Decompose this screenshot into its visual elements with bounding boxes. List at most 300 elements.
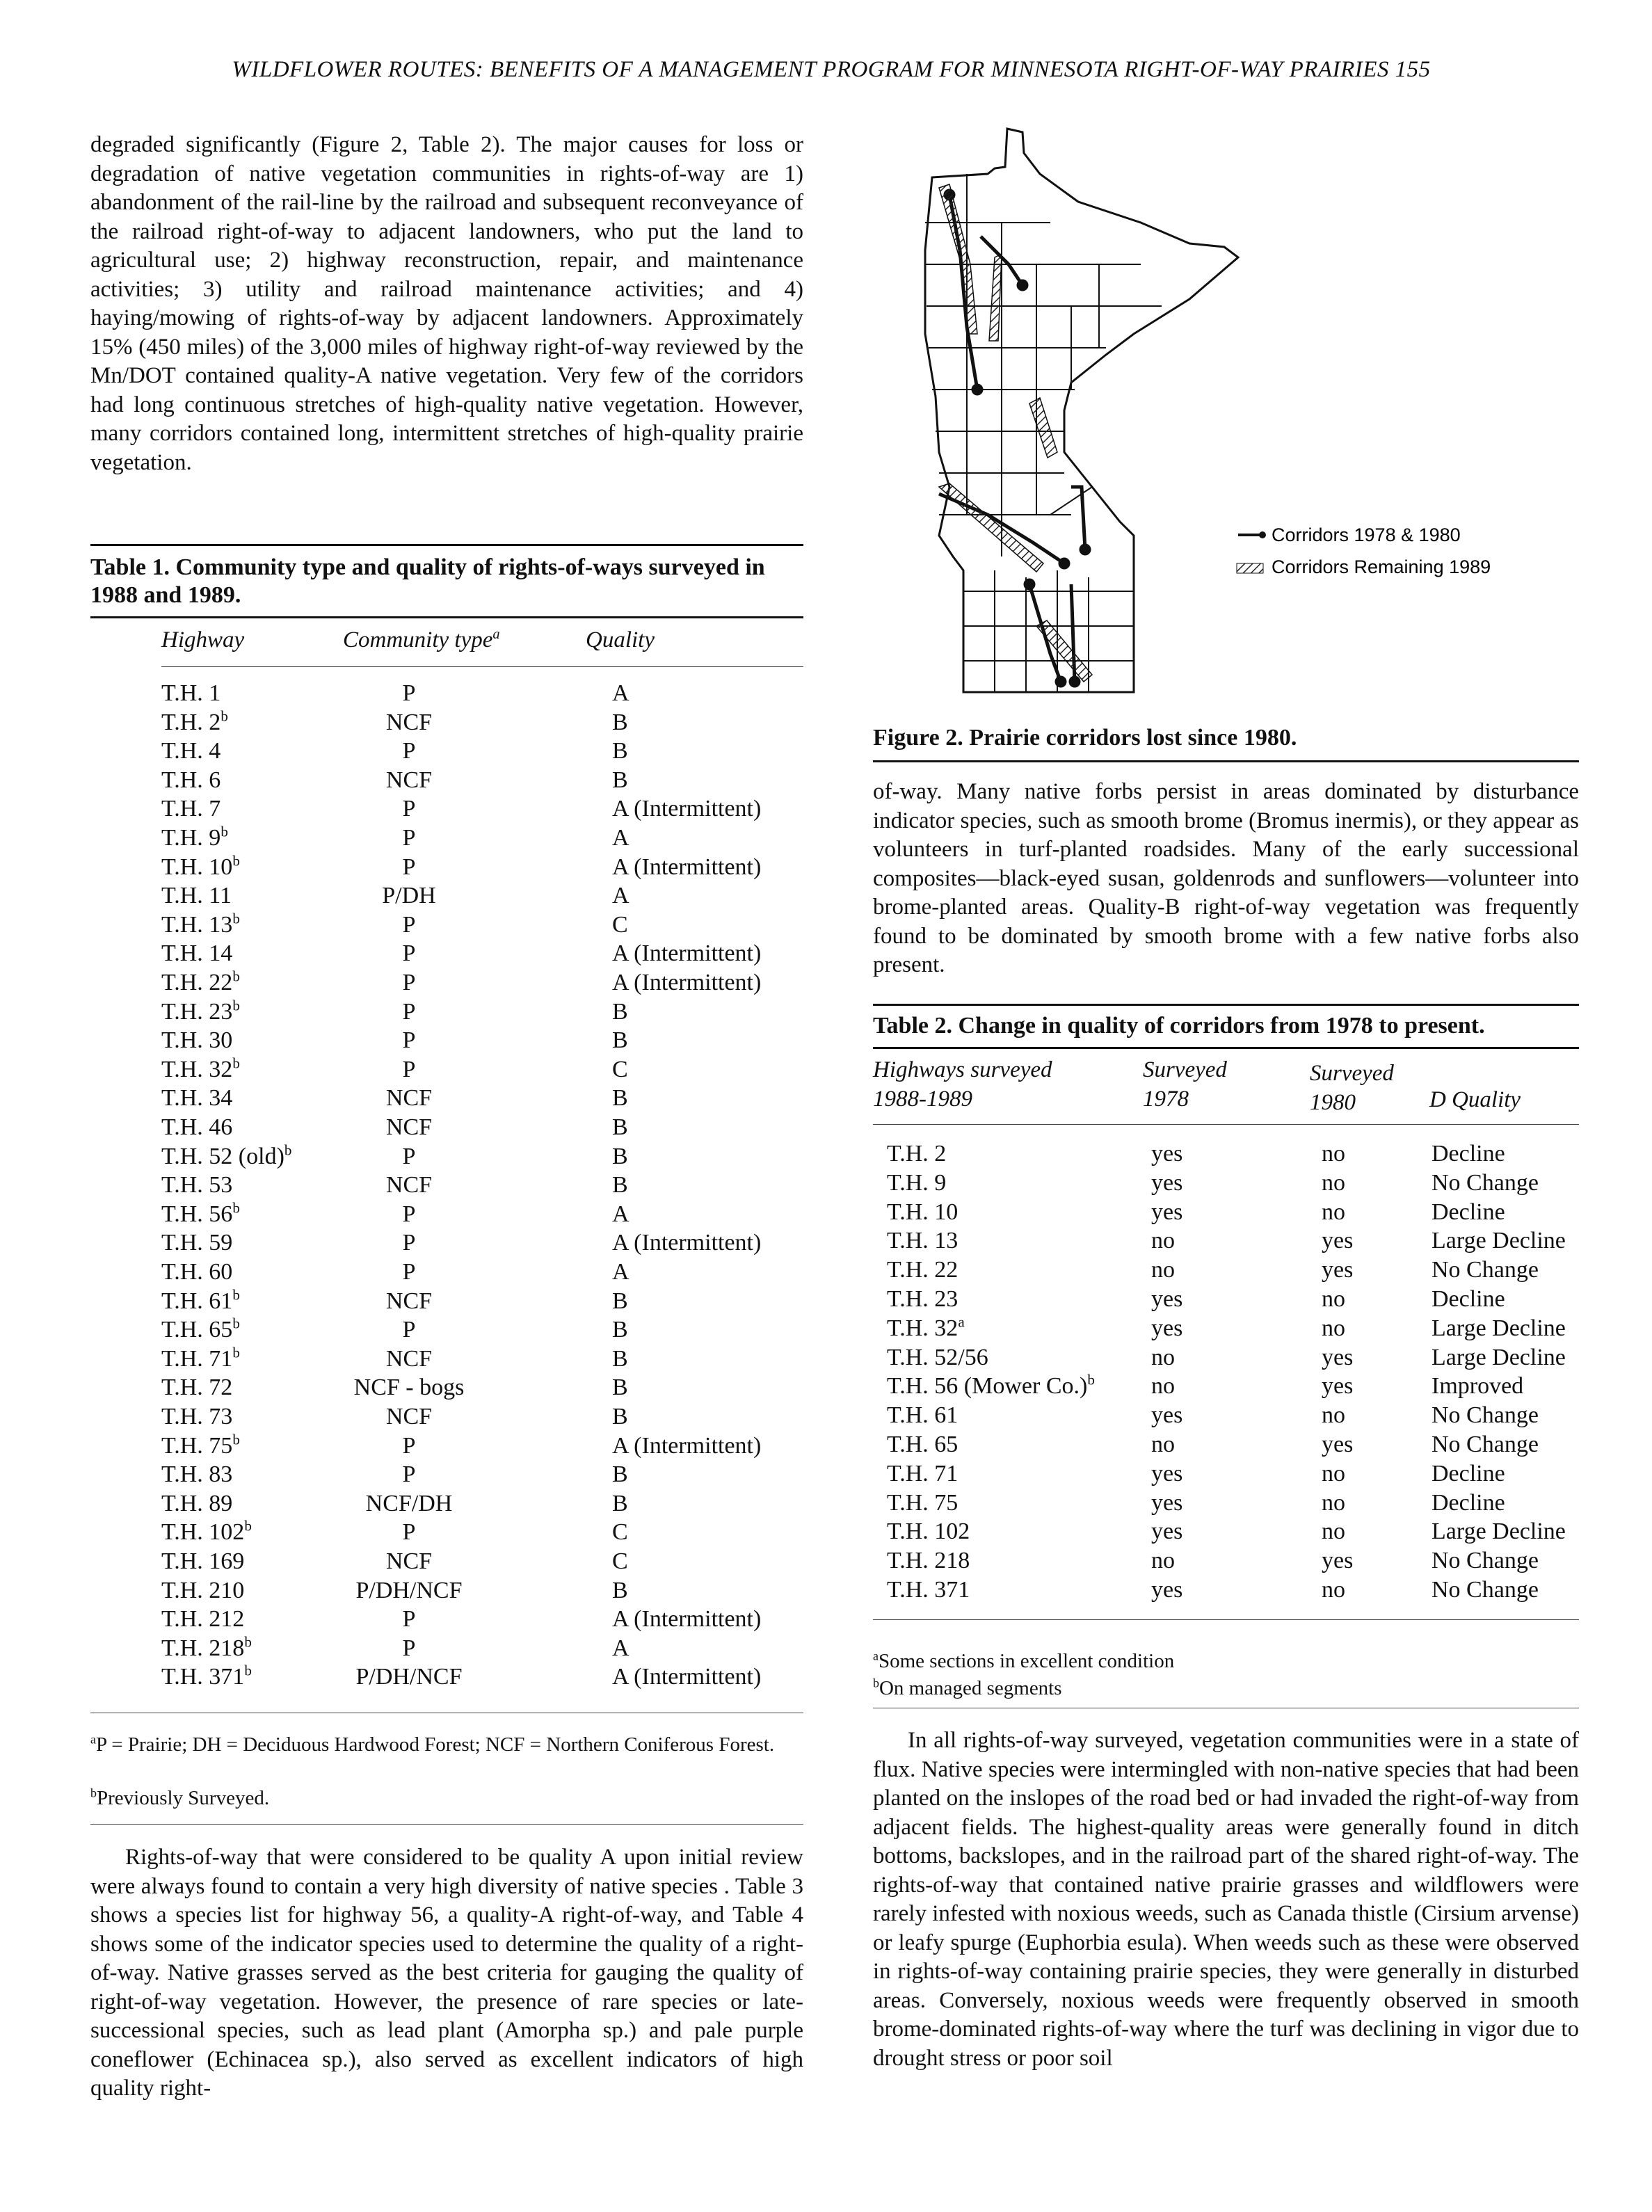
table1-cell-highway-text: T.H. 59 [161, 1230, 233, 1256]
table1-cell-highway [161, 1027, 232, 1054]
table1-cell-highway-text: T.H. 52 (old) [161, 1143, 284, 1169]
table2-cell-1980-text: yes [1322, 1373, 1354, 1400]
table1-cell-community-text: P [402, 1432, 416, 1459]
table1-cell-highway [161, 1404, 232, 1430]
table1-cell-quality-text: A [612, 1201, 629, 1227]
table2-cell-1978-text: yes [1151, 1460, 1183, 1486]
table1-cell-community-text: NCF [385, 767, 433, 793]
table2-cell-highway [887, 1461, 958, 1487]
table2-footnote-b-mark: b [873, 1676, 879, 1690]
table2-footnote-b-text: On managed segments [879, 1677, 1062, 1699]
table1-cell-highway-footnote-mark: b [244, 1633, 252, 1651]
table1-cell-quality [612, 1114, 628, 1141]
table2-cell-highway-text: T.H. 52/56 [887, 1344, 988, 1370]
table1-cell-community [319, 767, 499, 794]
table1-cell-quality-text: A (Intermittent) [612, 1664, 762, 1690]
table1-cell-community [319, 1230, 499, 1256]
table2-cell-change [1432, 1199, 1505, 1226]
table1-cell-highway-footnote-mark: b [232, 1199, 240, 1217]
table2-cell-change-text: No Change [1432, 1257, 1539, 1283]
table1-cell-community-text: NCF [385, 1404, 433, 1429]
table1-cell-highway-text: T.H. 72 [161, 1375, 233, 1401]
table2-cell-1978 [1151, 1228, 1175, 1254]
table1-cell-community [319, 1635, 499, 1662]
table2-cell-change [1432, 1548, 1539, 1574]
table2-cell-highway [887, 1315, 965, 1342]
table1-cell-quality [612, 1057, 628, 1083]
table1-cell-quality [612, 1606, 761, 1633]
table2-cell-highway [887, 1228, 958, 1254]
table1-cell-highway [161, 1085, 232, 1112]
table1-cell-highway-text: T.H. 53 [161, 1172, 233, 1199]
table2-header-highways-line2: 1988-1989 [873, 1087, 972, 1112]
table1-cell-highway-text: T.H. 1 [161, 680, 221, 706]
table2-cell-change [1432, 1345, 1566, 1371]
table2-cell-1978 [1151, 1373, 1175, 1400]
table2-cell-1978 [1151, 1432, 1175, 1458]
table1-cell-quality [612, 912, 628, 938]
table2-cell-change-text: No Change [1432, 1577, 1539, 1603]
table1-footnote-rule [90, 1824, 803, 1825]
table1-cell-community-text: P [402, 680, 416, 706]
table1-cell-community [319, 1288, 499, 1315]
table1-cell-highway-text: T.H. 169 [161, 1548, 245, 1574]
table2-cell-1980-text: yes [1322, 1344, 1354, 1370]
table1-cell-highway-footnote-mark: b [220, 823, 228, 840]
figure2-caption-rule [873, 760, 1579, 762]
table2-cell-1980 [1322, 1228, 1353, 1254]
table1-cell-highway-text: T.H. 22 [161, 970, 233, 995]
table2-cell-change-text: Decline [1432, 1286, 1505, 1312]
table1-cell-highway [161, 796, 220, 822]
table1-cell-quality-text: B [612, 1027, 628, 1054]
table2-bottom-rule [873, 1619, 1579, 1620]
table1-cell-highway-footnote-mark: b [220, 707, 228, 725]
table1-cell-highway-text: T.H. 10 [161, 853, 233, 880]
table1-cell-highway-footnote-mark: b [232, 1286, 240, 1304]
table1-cell-highway [161, 1606, 244, 1633]
table2-cell-change-text: No Change [1432, 1402, 1539, 1429]
table2-cell-1978 [1151, 1315, 1182, 1342]
table2-footnote-a-mark: a [873, 1649, 879, 1663]
table2-cell-highway [887, 1199, 958, 1226]
table1-cell-highway [161, 1288, 240, 1315]
table2-cell-1980 [1322, 1518, 1345, 1545]
table2-cell-change [1432, 1141, 1505, 1167]
table2-cell-change [1432, 1373, 1523, 1400]
table1-cell-community-text: P [402, 1606, 416, 1633]
table2-cell-highway [887, 1141, 946, 1167]
table2-cell-change [1432, 1315, 1566, 1342]
table1-cell-community-text: P [402, 1056, 416, 1082]
table1-footnote-a [90, 1732, 803, 1757]
table1-cell-highway-text: T.H. 212 [161, 1606, 245, 1633]
table2-cell-highway-text: T.H. 2 [887, 1141, 947, 1167]
table2-cell-1978-text: yes [1151, 1489, 1183, 1516]
table1-cell-community-text: NCF [385, 1085, 433, 1112]
table1-cell-highway-footnote-mark: b [232, 910, 240, 927]
table2-cell-change [1432, 1286, 1505, 1313]
table1-top-rule [90, 544, 803, 546]
table1-cell-quality-text: A (Intermittent) [612, 1230, 762, 1256]
table1-cell-highway [161, 680, 220, 707]
table1-cell-highway-text: T.H. 14 [161, 940, 233, 967]
table1-caption-rule [90, 616, 803, 618]
table2-cell-highway-text: T.H. 61 [887, 1402, 959, 1429]
closing-paragraph: Rights-of-way that were considered to be quality A upon initial review were always found to contain a very high diversity of native species . Table 3 shows a species list for highway 56, a quality-A right-of-way, and Table 4 shows some of the indicator species used to determine the quality of a right-of-way. Native grasses served as the best criteria for gauging the quality of right-of-way vegetation. However, the presence of rare species or late-successional species, such as lead plant (Amorpha sp.) and pale purple coneflower (Echinacea sp.), also served as excellent indicators of high quality right- [90, 1845, 803, 2101]
table2-cell-change-text: No Change [1432, 1548, 1539, 1574]
table2-cell-1980 [1322, 1373, 1353, 1400]
table2-cell-change-text: Improved [1432, 1373, 1524, 1400]
table1-cell-quality [612, 970, 761, 996]
table1-cell-highway [161, 1201, 240, 1228]
table2-cell-1980-text: yes [1322, 1548, 1354, 1574]
table1-cell-quality [612, 999, 628, 1025]
table2-cell-1980-text: no [1322, 1315, 1345, 1341]
table2-cell-1980 [1322, 1461, 1345, 1487]
table1-cell-quality [612, 1259, 629, 1285]
table2-cell-highway-text: T.H. 65 [887, 1432, 959, 1457]
remaining-corridors [939, 184, 1092, 682]
table1-cell-quality-text: B [612, 1317, 628, 1343]
table1-header-highway: Highway [161, 627, 245, 652]
table1-cell-quality [612, 1230, 761, 1256]
table2-cell-1980 [1322, 1402, 1345, 1429]
table2-cell-highway-text: T.H. 56 (Mower Co.) [887, 1373, 1088, 1400]
table1-cell-quality-text: B [612, 1345, 628, 1372]
table2-cell-highway [887, 1257, 958, 1283]
table1-cell-highway-text: T.H. 102 [161, 1519, 245, 1546]
table2-cell-change-text: Decline [1432, 1199, 1505, 1225]
table2-cell-1980 [1322, 1345, 1353, 1371]
table1-cell-highway-text: T.H. 9 [161, 825, 221, 851]
table1-cell-highway-text: T.H. 6 [161, 767, 221, 793]
table1-cell-community [319, 1172, 499, 1199]
table1-cell-quality [612, 1635, 629, 1662]
table1-cell-quality-text: A (Intermittent) [612, 940, 762, 967]
table1-cell-highway-footnote-mark: b [232, 1055, 240, 1072]
table1-cell-community-text: P [402, 1201, 416, 1227]
table2-cell-1980-text: no [1322, 1460, 1345, 1486]
table1-cell-highway-footnote-mark: b [232, 968, 240, 985]
table1-cell-community [319, 1201, 499, 1228]
table1-cell-quality [612, 1433, 761, 1459]
table1-cell-highway [161, 825, 228, 851]
table1-cell-highway [161, 1057, 240, 1083]
table1-cell-community-text: P [402, 1461, 416, 1488]
table1-cell-highway [161, 940, 232, 967]
table2-cell-highway-text: T.H. 13 [887, 1228, 959, 1254]
table1-cell-community [319, 1375, 499, 1401]
table1-cell-quality [612, 1404, 628, 1430]
table1-cell-highway-text: T.H. 32 [161, 1056, 233, 1082]
table1-cell-community [319, 999, 499, 1025]
table1-cell-highway [161, 1172, 232, 1199]
table1-cell-highway-text: T.H. 210 [161, 1577, 245, 1603]
table1-cell-quality-text: B [612, 1114, 628, 1140]
table1-cell-highway-text: T.H. 13 [161, 911, 233, 938]
table1-cell-community [319, 1578, 499, 1604]
table2-cell-1980 [1322, 1257, 1353, 1283]
table1-cell-community [319, 680, 499, 707]
table2-cell-highway-text: T.H. 102 [887, 1518, 970, 1545]
table1-cell-community-text: P [402, 1259, 416, 1285]
table2-cell-highway-footnote-mark: b [1087, 1372, 1095, 1389]
table1-cell-highway [161, 1635, 252, 1662]
table1-cell-quality [612, 1346, 628, 1372]
table2-cell-1980-text: yes [1322, 1257, 1354, 1283]
table2-cell-1980 [1322, 1199, 1345, 1226]
table1-cell-quality-text: B [612, 1461, 628, 1488]
legend-label-lost: Corridors 1978 & 1980 [1272, 524, 1461, 545]
table2-cell-change-text: Decline [1432, 1489, 1505, 1516]
table1-cell-quality [612, 1375, 628, 1401]
table1-cell-quality-text: A (Intermittent) [612, 796, 762, 822]
table1-cell-community [319, 1491, 499, 1517]
table1-cell-highway [161, 1664, 252, 1690]
table2-cell-change-text: No Change [1432, 1169, 1539, 1196]
table2-cell-change [1432, 1170, 1539, 1196]
table2-cell-1980-text: yes [1322, 1432, 1354, 1457]
table2-cell-highway [887, 1286, 958, 1313]
table1-cell-quality-text: A [612, 883, 629, 909]
table1-cell-quality-text: B [612, 1172, 628, 1199]
table1-cell-community [319, 912, 499, 938]
table2-cell-1978 [1151, 1577, 1182, 1603]
right-paragraph-1: of-way. Many native forbs persist in areas dominated by disturbance indicator species, such as smooth brome (Bromus inermis), or they appear as volunteers in turf-planted roadsides. Many of the early successional composites—black-eyed susan, goldenrods and sunflowers—volunteer into brome-planted areas. Quality-B right-of-way vegetation was frequently found to be dominated by smooth brome with a few native forbs also present. [873, 779, 1579, 977]
table1-cell-quality-text: C [612, 1548, 628, 1574]
table1-cell-quality-text: A [612, 680, 629, 706]
table1-cell-community [319, 1057, 499, 1083]
table1-cell-quality-text: B [612, 1577, 628, 1603]
table1-cell-highway [161, 1114, 232, 1141]
table1-cell-quality [612, 1578, 628, 1604]
table2-cell-1980 [1322, 1490, 1345, 1516]
table1-cell-quality [612, 1172, 628, 1199]
table2-cell-change [1432, 1257, 1539, 1283]
table2-cell-1980-text: no [1322, 1577, 1345, 1603]
table2-cell-1978-text: yes [1151, 1169, 1183, 1196]
table2-cell-highway [887, 1170, 946, 1196]
table1-cell-highway-text: T.H. 2 [161, 709, 221, 735]
table2-cell-highway [887, 1432, 958, 1458]
table1-cell-highway-text: T.H. 89 [161, 1490, 233, 1516]
table2-cell-change-text: Large Decline [1432, 1344, 1566, 1370]
table1-cell-community-text: P [402, 940, 416, 967]
table1-cell-quality [612, 1085, 628, 1112]
table2-cell-1978 [1151, 1170, 1182, 1196]
table2-cell-highway [887, 1402, 958, 1429]
table1-footnote-a-text: P = Prairie; DH = Deciduous Hardwood Forest; NCF = Northern Coniferous Forest. [95, 1733, 775, 1756]
table1-cell-highway-footnote-mark: b [232, 1344, 240, 1361]
table2-cell-1978-text: yes [1151, 1315, 1183, 1341]
table2-cell-highway-text: T.H. 218 [887, 1548, 970, 1574]
table1-cell-highway [161, 1259, 232, 1285]
table1-cell-community-text: P [402, 1635, 416, 1661]
table1-cell-highway-text: T.H. 83 [161, 1461, 233, 1488]
table1-cell-community [319, 796, 499, 822]
table1-cell-community-text: P [402, 796, 416, 822]
table1-cell-quality-text: A (Intermittent) [612, 1432, 762, 1459]
minnesota-corridor-map [911, 125, 1593, 710]
table1-cell-highway [161, 883, 232, 909]
table1-cell-quality-text: B [612, 1375, 628, 1401]
table1-footnote-b-mark: b [90, 1786, 97, 1800]
page-number: 155 [1395, 57, 1431, 82]
table2-cell-1978-text: no [1151, 1548, 1175, 1574]
table2-cell-1980-text: no [1322, 1286, 1345, 1312]
table2-cell-highway-text: T.H. 32 [887, 1315, 959, 1341]
table2-cell-highway [887, 1345, 988, 1371]
table2-cell-1978-text: yes [1151, 1141, 1183, 1167]
table2-footnote-b [873, 1676, 1579, 1701]
table2-cell-highway [887, 1490, 958, 1516]
right-paragraph-2: In all rights-of-way surveyed, vegetation communities were in a state of flux. Native species were intermingled with non-native species that had been planted on the inslopes of the road bed or had invaded the right-of-way from adjacent fields. The highest-quality areas were generally found in ditch bottoms, backslopes, and in the railroad part of the shared right-of-way. The rights-of-way that contained native prairie grasses and wildflowers were rarely infested with noxious weeds, such as Canada thistle (Cirsium arvense) or leafy spurge (Euphorbia esula). When weeds such as these were observed in rights-of-way containing prairie species, they were generally in disturbed areas. Conversely, noxious weeds were frequently observed in smooth brome-dominated rights-of-way where the turf was declining in vigor due to drought stress or poor soil [873, 1728, 1579, 2071]
table2-caption: Table 2. Change in quality of corridors from 1978 to present. [873, 1013, 1485, 1039]
table1-cell-highway-text: T.H. 46 [161, 1114, 233, 1140]
table2-cell-1978-text: no [1151, 1257, 1175, 1283]
table1-cell-highway [161, 912, 240, 938]
table1-cell-community [319, 1144, 499, 1170]
table1-cell-highway [161, 1433, 240, 1459]
table1-cell-quality [612, 1288, 628, 1315]
table1-cell-highway [161, 1578, 244, 1604]
table2-cell-change [1432, 1402, 1539, 1429]
table1-cell-community [319, 1085, 499, 1112]
table1-cell-highway [161, 1461, 232, 1488]
table1-header-community-sup: a [492, 627, 500, 642]
table2-cell-1978-text: yes [1151, 1199, 1183, 1225]
table1-cell-highway [161, 738, 220, 764]
table2-cell-1980 [1322, 1548, 1353, 1574]
table1-cell-highway-text: T.H. 71 [161, 1345, 233, 1372]
table1-cell-highway-text: T.H. 60 [161, 1259, 233, 1285]
table1-cell-community-text: NCF [385, 709, 433, 735]
table1-cell-highway-text: T.H. 56 [161, 1201, 233, 1227]
table1-cell-community [319, 1664, 499, 1690]
table1-cell-quality-text: B [612, 767, 628, 793]
table2-cell-1978 [1151, 1199, 1182, 1226]
table1-cell-highway [161, 1317, 240, 1343]
table2-cell-highway-text: T.H. 9 [887, 1169, 947, 1196]
table1-cell-highway [161, 1375, 232, 1401]
table1-cell-highway-footnote-mark: b [244, 1662, 252, 1680]
table1-cell-quality [612, 1201, 629, 1228]
table1-footnote-a-mark: a [90, 1732, 96, 1747]
table1-cell-quality-text: A [612, 1259, 629, 1285]
table2-cell-1978 [1151, 1402, 1182, 1429]
table2-cell-1978 [1151, 1548, 1175, 1574]
table1-cell-highway [161, 1548, 244, 1575]
table2-cell-change [1432, 1490, 1505, 1516]
table2-cell-1978-text: yes [1151, 1518, 1183, 1545]
table1-cell-community [319, 1404, 499, 1430]
table1-cell-highway-text: T.H. 34 [161, 1085, 233, 1112]
table2-cell-1978 [1151, 1490, 1182, 1516]
table2-cell-1980-text: no [1322, 1489, 1345, 1516]
table1-cell-highway-text: T.H. 4 [161, 738, 221, 764]
table1-caption: Table 1. Community type and quality of rights-of-ways surveyed in 1988 and 1989. [90, 554, 765, 608]
table1-cell-quality-text: B [612, 1404, 628, 1429]
table1-cell-highway [161, 1141, 292, 1170]
table1-header-quality: Quality [586, 627, 655, 652]
table1-cell-community-text: NCF - bogs [353, 1375, 465, 1401]
table1-cell-quality [612, 1027, 628, 1054]
table1-cell-highway [161, 767, 220, 794]
table2-header-1978-line2: 1978 [1143, 1087, 1189, 1112]
table1-cell-community-text: NCF [385, 1288, 433, 1314]
table2-cell-1978-text: no [1151, 1344, 1175, 1370]
table1-cell-community [319, 1027, 499, 1054]
table2-cell-1978 [1151, 1345, 1175, 1371]
table2-header-1978 [1143, 1055, 1227, 1114]
table2-cell-highway-text: T.H. 22 [887, 1257, 959, 1283]
table1-cell-quality [612, 1664, 761, 1690]
table1-cell-highway-footnote-mark: b [284, 1141, 292, 1159]
table1-cell-quality-text: A [612, 825, 629, 851]
table1-cell-community [319, 1461, 499, 1488]
table1-cell-community-text: P/DH [382, 883, 436, 909]
table1-cell-quality [612, 1317, 628, 1343]
table2-header-highways [873, 1055, 1052, 1114]
table2-cell-1978-text: no [1151, 1228, 1175, 1254]
running-title: WILDFLOWER ROUTES: BENEFITS OF A MANAGEMENT PROGRAM FOR MINNESOTA RIGHT-OF-WAY PRAIRIES [232, 57, 1389, 82]
table2-cell-change [1432, 1461, 1505, 1487]
table1-cell-community-text: NCF [385, 1345, 433, 1372]
table1-cell-highway [161, 999, 240, 1025]
map-legend [1237, 524, 1491, 577]
table1-cell-highway-text: T.H. 11 [161, 883, 232, 909]
table1-cell-highway-text: T.H. 218 [161, 1635, 245, 1661]
table1-cell-community [319, 1606, 499, 1633]
table2-cell-1980-text: yes [1322, 1228, 1354, 1254]
table1-cell-quality [612, 854, 761, 881]
table2-cell-change [1432, 1577, 1539, 1603]
table2-header-rule [873, 1124, 1579, 1125]
figure2-caption: Figure 2. Prairie corridors lost since 1980. [873, 725, 1297, 751]
table2-cell-highway [887, 1577, 970, 1603]
table2-cell-1978-text: no [1151, 1432, 1175, 1457]
table1-cell-quality-text: C [612, 911, 628, 938]
table1-cell-highway-footnote-mark: b [232, 1315, 240, 1332]
table1-header-community-text: Community type [343, 627, 493, 652]
table1-cell-highway-text: T.H. 371 [161, 1664, 245, 1690]
table1-cell-community-text: P [402, 853, 416, 880]
table2-footnote-a [873, 1649, 1579, 1674]
table1-cell-highway [161, 1346, 240, 1372]
table1-header-rule [161, 666, 803, 667]
table1-cell-community-text: NCF [385, 1114, 433, 1140]
table1-cell-quality [612, 738, 628, 764]
table1-cell-community-text: NCF/DH [365, 1490, 453, 1516]
table2-cell-1980 [1322, 1577, 1345, 1603]
table2-header-1978-line1: Surveyed [1143, 1057, 1227, 1082]
table1-cell-community [319, 1317, 499, 1343]
table2-top-rule [873, 1004, 1579, 1006]
table1-cell-quality [612, 796, 761, 822]
table2-cell-highway-text: T.H. 23 [887, 1286, 959, 1312]
table1-cell-community-text: NCF [385, 1548, 433, 1574]
table2-cell-change-text: Decline [1432, 1460, 1505, 1486]
table2-cell-change [1432, 1228, 1566, 1254]
table1-cell-quality [612, 1461, 628, 1488]
table1-cell-highway-footnote-mark: b [244, 1518, 252, 1535]
table1-header-community [343, 627, 500, 653]
table2-cell-change-text: Decline [1432, 1141, 1505, 1167]
table1-cell-highway-text: T.H. 30 [161, 1027, 233, 1054]
table1-cell-highway [161, 970, 240, 996]
table1-cell-quality [612, 680, 629, 707]
